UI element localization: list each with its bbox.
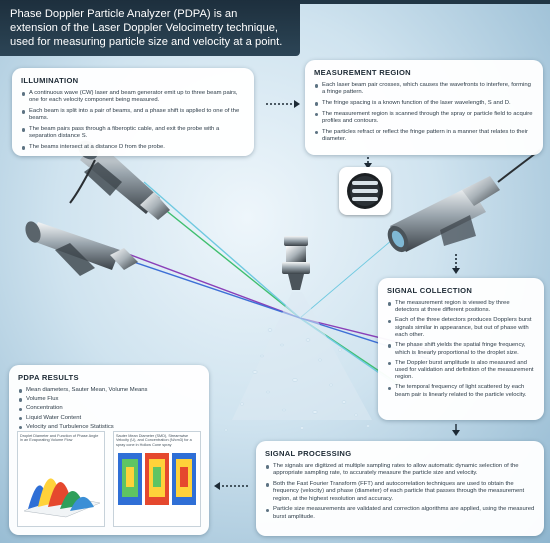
list-item: The temporal frequency of light scattered by each beam pair is linearly related to the particle velocity. xyxy=(387,384,535,399)
list-item: Concentration xyxy=(18,405,200,412)
header-line-3: used for measuring particle size and velocity at a point. xyxy=(10,36,283,48)
laser-probe-icon xyxy=(23,219,138,276)
spray-nozzle-icon xyxy=(282,236,310,290)
receiver-probe-icon xyxy=(383,150,540,256)
list-item: The measurement region is scanned through the spray or particle field to acquire profiles and contours. xyxy=(314,111,534,126)
results-title: PDPA RESULTS xyxy=(18,373,79,382)
pdpa-results-panel xyxy=(9,365,209,535)
list-item: The signals are digitized at multiple sampling rates to allow automatic dynamic selection of the appropriate sampling rate, to accurately measure the particle size and velocity. xyxy=(265,463,535,478)
list-item: Each beam is split into a pair of beams, and a phase shift is applied to one of the beams. xyxy=(21,108,245,123)
plot-caption: Sauter Mean Diameter (SMD), Streamwise Velocity (U), and Concentration (N/cm3) for a spray cone in Hollow Cone spray xyxy=(116,434,192,447)
contour-plot-graphic xyxy=(114,449,200,519)
detector-aperture xyxy=(339,167,391,215)
measurement-title: MEASUREMENT REGION xyxy=(314,68,411,77)
list-item: Volume Flux xyxy=(18,396,200,403)
spray-droplets xyxy=(224,292,372,431)
list-item: The fringe spacing is a known function of the laser wavelength, S and D. xyxy=(314,100,534,107)
header-line-1: Phase Doppler Particle Analyzer (PDPA) is an xyxy=(10,8,238,20)
plot-caption: Droplet Diameter and Function of Phase Angle in an Evaporating Volume Flow xyxy=(20,434,99,443)
surface-plot-graphic xyxy=(18,445,104,519)
collection-title: SIGNAL COLLECTION xyxy=(387,286,473,295)
list-item: Mean diameters, Sauter Mean, Volume Means xyxy=(18,387,200,394)
list-item: Each laser beam pair crosses, which causes the wavefronts to interfere, forming a fringe pattern. xyxy=(314,82,534,97)
list-item: Both the Fast Fourier Transform (FFT) and autocorrelation techniques are used to obtain the frequency (velocity) and phase (diameter) of each particle that passes through the measurement region, at the highest resolution and accuracy. xyxy=(265,481,535,503)
list-item: The beam pairs pass through a fiberoptic cable, and exit the probe with a separation distance S. xyxy=(21,126,245,141)
smd-contour-plot xyxy=(113,431,201,527)
signal-processing-panel xyxy=(256,441,544,536)
illumination-title: ILLUMINATION xyxy=(21,76,79,85)
list-item: The beams intersect at a distance D from the probe. xyxy=(21,144,245,151)
list-item: Each of the three detectors produces Dopplers burst signals similar in appearance, but out of phase with each other. xyxy=(387,317,535,339)
list-item: The measurement region is viewed by three detectors at three different positions. xyxy=(387,300,535,315)
list-item: Velocity and Turbulence Statistics xyxy=(18,424,200,431)
header-line-2: extension of the Laser Doppler Velocimetry technique, xyxy=(10,22,279,34)
detector-eye-icon xyxy=(339,167,391,215)
list-item: Particle size measurements are validated and correction algorithms are applied, using the measured burst amplitude. xyxy=(265,506,535,521)
list-item: The phase shift yields the spatial fringe frequency, which is linearly proportional to the droplet size. xyxy=(387,342,535,357)
droplet-3d-plot xyxy=(17,431,105,527)
measurement-region-panel xyxy=(305,60,543,155)
signal-collection-panel xyxy=(378,278,544,420)
list-item: The particles refract or reflect the fringe pattern in a manner that relates to their diameter. xyxy=(314,129,534,144)
list-item: A continuous wave (CW) laser and beam generator emit up to three beam pairs, one for each velocity component being measured. xyxy=(21,90,245,105)
list-item: The Doppler burst amplitude is also measured and used for validation and definition of the measurement region. xyxy=(387,360,535,382)
illumination-panel xyxy=(12,68,254,156)
list-item: Liquid Water Content xyxy=(18,415,200,422)
processing-title: SIGNAL PROCESSING xyxy=(265,449,352,458)
